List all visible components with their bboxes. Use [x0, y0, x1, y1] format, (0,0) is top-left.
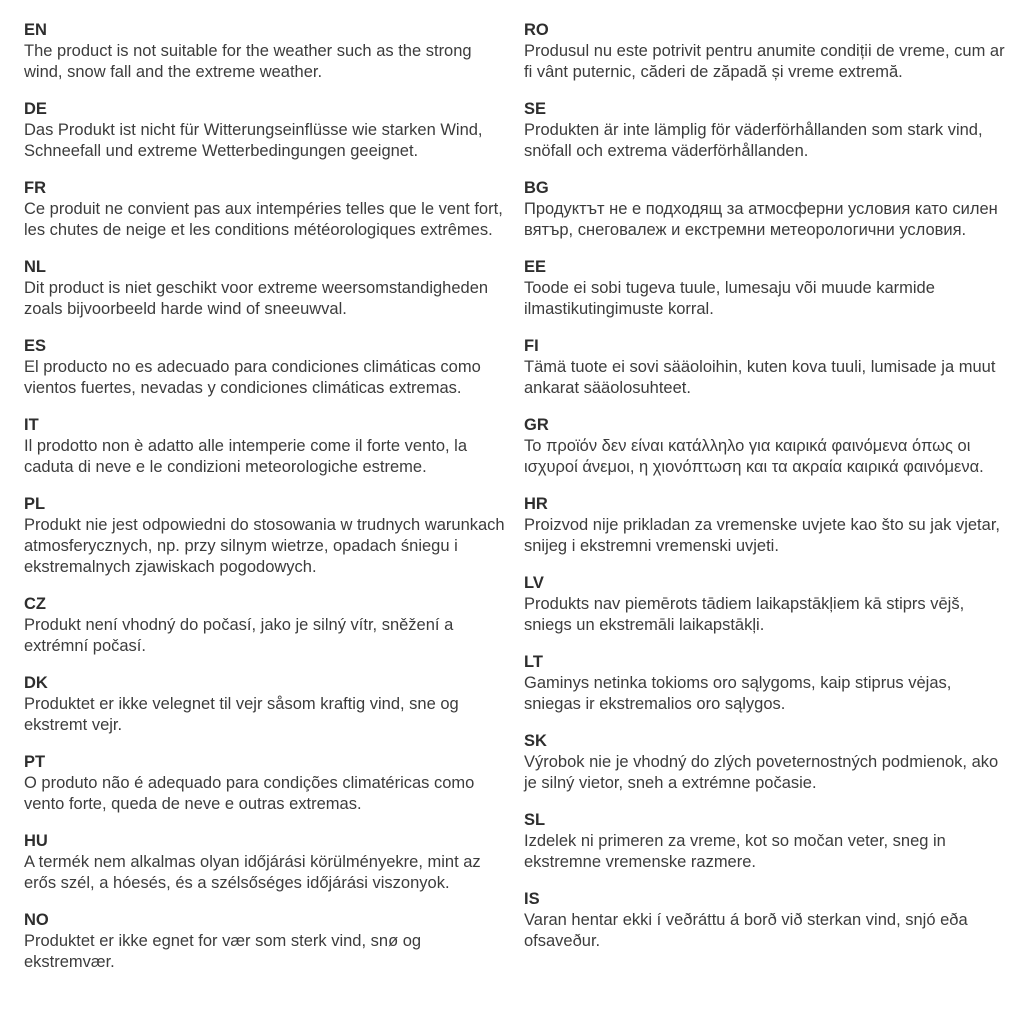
lang-text-ee: Toode ei sobi tugeva tuule, lumesaju või muude karmide ilmastikutingimuste korral.	[524, 279, 935, 318]
section-es	[24, 336, 510, 399]
column-left	[24, 20, 510, 1024]
lang-code-se: SE	[524, 100, 547, 118]
lang-text-no: Produktet er ikke egnet for vær som sterk vind, snø og ekstremvær.	[24, 932, 422, 971]
lang-code-ro: RO	[524, 21, 549, 39]
section-lv	[524, 573, 1010, 636]
lang-text-hu: A termék nem alkalmas olyan időjárási körülményekre, mint az erős szél, a hóesés, és a szélsőséges időjárási viszonyok.	[24, 853, 481, 892]
section-pt	[24, 752, 510, 815]
lang-code-nl: NL	[24, 258, 46, 276]
section-nl	[24, 257, 510, 320]
section-gr	[524, 415, 1010, 478]
section-hu	[24, 831, 510, 894]
lang-text-is: Varan hentar ekki í veðráttu á borð við sterkan vind, snjó eða ofsaveður.	[524, 911, 968, 950]
section-dk	[24, 673, 510, 736]
lang-text-fi: Tämä tuote ei sovi sääoloihin, kuten kova tuuli, lumisade ja muut ankarat sääolosuhteet.	[524, 358, 996, 397]
lang-text-lt: Gaminys netinka tokioms oro sąlygoms, kaip stiprus vėjas, sniegas ir ekstremalios oro sąlygos.	[524, 674, 952, 713]
section-sk	[524, 731, 1010, 794]
lang-code-gr: GR	[524, 416, 549, 434]
lang-text-nl: Dit product is niet geschikt voor extreme weersomstandigheden zoals bijvoorbeeld harde wind of sneeuwval.	[24, 279, 489, 318]
lang-code-sl: SL	[524, 811, 546, 829]
lang-text-lv: Produkts nav piemērots tādiem laikapstākļiem kā stiprs vējš, sniegs un ekstremāli laikapstākļi.	[524, 595, 965, 634]
lang-code-fr: FR	[24, 179, 46, 197]
lang-text-pl: Produkt nie jest odpowiedni do stosowania w trudnych warunkach atmosferycznych, np. przy silnym wietrze, opadach śniegu i ekstremalnych zjawiskach pogodowych.	[24, 516, 505, 576]
lang-text-en: The product is not suitable for the weather such as the strong wind, snow fall and the extreme weather.	[24, 42, 472, 81]
lang-code-bg: BG	[524, 179, 549, 197]
lang-code-it: IT	[24, 416, 39, 434]
lang-code-hu: HU	[24, 832, 48, 850]
section-no	[24, 910, 510, 973]
section-en	[24, 20, 510, 83]
lang-text-it: Il prodotto non è adatto alle intemperie come il forte vento, la caduta di neve e le condizioni meteorologiche estreme.	[24, 437, 468, 476]
lang-code-lv: LV	[524, 574, 544, 592]
lang-code-lt: LT	[524, 653, 543, 671]
lang-code-hr: HR	[524, 495, 548, 513]
section-lt	[524, 652, 1010, 715]
lang-code-pt: PT	[24, 753, 46, 771]
lang-text-bg: Продуктът не е подходящ за атмосферни условия като силен вятър, снеговалеж и екстремни метеорологични условия.	[524, 200, 998, 239]
section-is	[524, 889, 1010, 952]
lang-code-es: ES	[24, 337, 47, 355]
section-de	[24, 99, 510, 162]
section-ee	[524, 257, 1010, 320]
lang-text-de: Das Produkt ist nicht für Witterungseinflüsse wie starken Wind, Schneefall und extreme Wetterbedingungen geeignet.	[24, 121, 483, 160]
lang-text-se: Produkten är inte lämplig för väderförhållanden som stark vind, snöfall och extrema väderförhållanden.	[524, 121, 983, 160]
lang-text-gr: Το προϊόν δεν είναι κατάλληλο για καιρικά φαινόμενα όπως οι ισχυροί άνεμοι, η χιονόπτωση και τα ακραία καιρικά φαινόμενα.	[524, 437, 984, 476]
section-pl	[24, 494, 510, 578]
lang-code-dk: DK	[24, 674, 48, 692]
lang-text-hr: Proizvod nije prikladan za vremenske uvjete kao što su jak vjetar, snijeg i ekstremni vremenski uvjeti.	[524, 516, 1000, 555]
lang-code-is: IS	[524, 890, 540, 908]
section-cz	[24, 594, 510, 657]
column-right	[524, 20, 1010, 1024]
lang-code-cz: CZ	[24, 595, 46, 613]
section-hr	[524, 494, 1010, 557]
section-ro	[524, 20, 1010, 83]
lang-text-sk: Výrobok nie je vhodný do zlých poveternostných podmienok, ako je silný vietor, sneh a extrémne počasie.	[524, 753, 999, 792]
lang-code-sk: SK	[524, 732, 547, 750]
lang-text-fr: Ce produit ne convient pas aux intempéries telles que le vent fort, les chutes de neige et les conditions météorologiques extrêmes.	[24, 200, 503, 239]
lang-code-de: DE	[24, 100, 47, 118]
lang-text-es: El producto no es adecuado para condiciones climáticas como vientos fuertes, nevadas y condiciones climáticas extremas.	[24, 358, 481, 397]
section-se	[524, 99, 1010, 162]
lang-text-dk: Produktet er ikke velegnet til vejr såsom kraftig vind, sne og ekstremt vejr.	[24, 695, 459, 734]
lang-text-cz: Produkt není vhodný do počasí, jako je silný vítr, sněžení a extrémní počasí.	[24, 616, 454, 655]
lang-code-pl: PL	[24, 495, 46, 513]
lang-code-ee: EE	[524, 258, 547, 276]
section-fr	[24, 178, 510, 241]
lang-code-en: EN	[24, 21, 47, 39]
section-sl	[524, 810, 1010, 873]
lang-code-no: NO	[24, 911, 49, 929]
lang-code-fi: FI	[524, 337, 539, 355]
lang-text-pt: O produto não é adequado para condições climatéricas como vento forte, queda de neve e outras extremas.	[24, 774, 475, 813]
section-bg	[524, 178, 1010, 241]
section-it	[24, 415, 510, 478]
lang-text-ro: Produsul nu este potrivit pentru anumite condiții de vreme, cum ar fi vânt puternic, căderi de zăpadă și vreme extremă.	[524, 42, 1005, 81]
lang-text-sl: Izdelek ni primeren za vreme, kot so močan veter, sneg in ekstremne vremenske razmere.	[524, 832, 946, 871]
section-fi	[524, 336, 1010, 399]
